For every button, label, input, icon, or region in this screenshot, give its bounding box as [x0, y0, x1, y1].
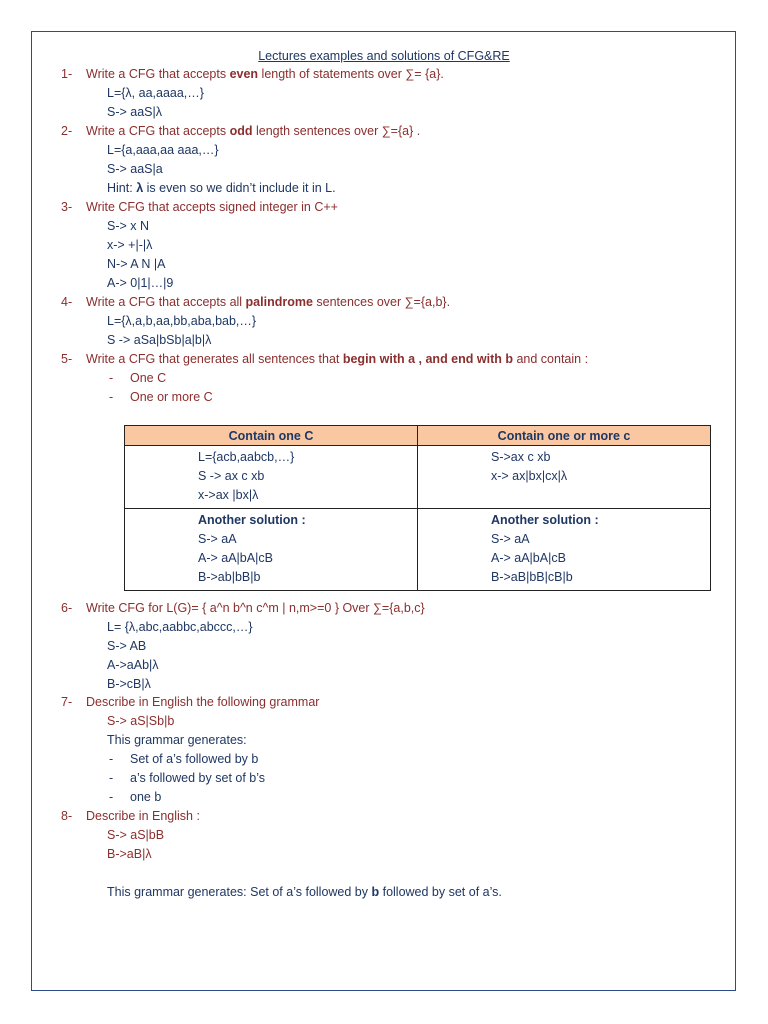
cfg-solutions-table	[124, 425, 711, 591]
q3-question: Write CFG that accepts signed integer in C++	[86, 200, 338, 214]
cell-line: S -> ax c xb	[198, 469, 265, 483]
cell-subtitle: Another solution :	[491, 513, 599, 527]
q7-dash: -	[109, 771, 114, 785]
q8-rule: S-> aS|bB	[107, 828, 165, 842]
q2-question: Write a CFG that accepts odd length sentences over ∑={a} .	[86, 124, 421, 138]
q7-grammar: S-> aS|Sb|b	[107, 714, 175, 728]
q7-item: one b	[130, 790, 162, 804]
q1-number: 1-	[61, 67, 73, 81]
q3-number: 3-	[61, 200, 73, 214]
q4-grammar: S -> aSa|bSb|a|b|λ	[107, 333, 212, 347]
cell-line: x->ax |bx|λ	[198, 488, 259, 502]
q7-dash: -	[109, 752, 114, 766]
q7-item: a’s followed by set of b’s	[130, 771, 266, 785]
cell-line: L={acb,aabcb,…}	[198, 450, 295, 464]
cell-line: A-> aA|bA|cB	[198, 551, 273, 565]
table-row	[125, 446, 711, 509]
cell-line: x-> ax|bx|cx|λ	[491, 469, 568, 483]
table-cell	[418, 509, 711, 591]
q3-rule: x-> +|-|λ	[107, 238, 153, 252]
q2-grammar: S-> aaS|a	[107, 162, 163, 176]
cell-line: B->ab|bB|b	[198, 570, 261, 584]
q6-rule: A->aAb|λ	[107, 658, 159, 672]
q1-question: Write a CFG that accepts even length of statements over ∑= {a}.	[86, 67, 444, 81]
q5-dash: -	[109, 371, 114, 385]
q4-question: Write a CFG that accepts all palindrome sentences over ∑={a,b}.	[86, 295, 451, 309]
q5-question: Write a CFG that generates all sentences that begin with a , and end with b and contain :	[86, 352, 589, 366]
q3-rule: A-> 0|1|…|9	[107, 276, 174, 290]
q6-number: 6-	[61, 601, 73, 615]
q7-question: Describe in English the following grammar	[86, 695, 320, 709]
q5-dash: -	[109, 390, 114, 404]
q5-item: One or more C	[130, 390, 213, 404]
q7-dash: -	[109, 790, 114, 804]
table-row	[125, 509, 711, 591]
q8-rule: B->aB|λ	[107, 847, 152, 861]
q2-hint: Hint: λ is even so we didn’t include it in L.	[107, 181, 336, 195]
q8-question: Describe in English :	[86, 809, 200, 823]
q4-language: L={λ,a,b,aa,bb,aba,bab,…}	[107, 314, 257, 328]
q1-grammar: S-> aaS|λ	[107, 105, 163, 119]
q6-rule: B->cB|λ	[107, 677, 151, 691]
table-header-one-or-more-c: Contain one or more c	[418, 426, 711, 446]
table-cell	[125, 446, 418, 509]
table-header-one-c: Contain one C	[125, 426, 418, 446]
q1-language: L={λ, aa,aaaa,…}	[107, 86, 204, 100]
q8-generates: This grammar generates: Set of a’s followed by b followed by set of a’s.	[107, 885, 502, 899]
q3-rule: S-> x N	[107, 219, 150, 233]
q8-number: 8-	[61, 809, 73, 823]
cell-line: S-> aA	[198, 532, 237, 546]
table-cell	[125, 509, 418, 591]
cell-line: S->ax c xb	[491, 450, 551, 464]
q4-number: 4-	[61, 295, 73, 309]
table-cell	[418, 446, 711, 509]
q2-number: 2-	[61, 124, 73, 138]
q6-rule: S-> AB	[107, 639, 147, 653]
q5-item: One C	[130, 371, 167, 385]
q2-language: L={a,aaa,aa aaa,…}	[107, 143, 219, 157]
q6-question: Write CFG for L(G)= { a^n b^n c^m | n,m>=0 } Over ∑={a,b,c}	[86, 601, 425, 615]
q7-generates: This grammar generates:	[107, 733, 247, 747]
page-title: Lectures examples and solutions of CFG&RE	[258, 49, 510, 63]
q7-number: 7-	[61, 695, 73, 709]
cell-line: A-> aA|bA|cB	[491, 551, 566, 565]
q6-language: L= {λ,abc,aabbc,abccc,…}	[107, 620, 253, 634]
cell-line: S-> aA	[491, 532, 530, 546]
cell-line: B->aB|bB|cB|b	[491, 570, 573, 584]
q7-item: Set of a’s followed by b	[130, 752, 259, 766]
q5-number: 5-	[61, 352, 73, 366]
q3-rule: N-> A N |A	[107, 257, 166, 271]
cell-subtitle: Another solution :	[198, 513, 306, 527]
